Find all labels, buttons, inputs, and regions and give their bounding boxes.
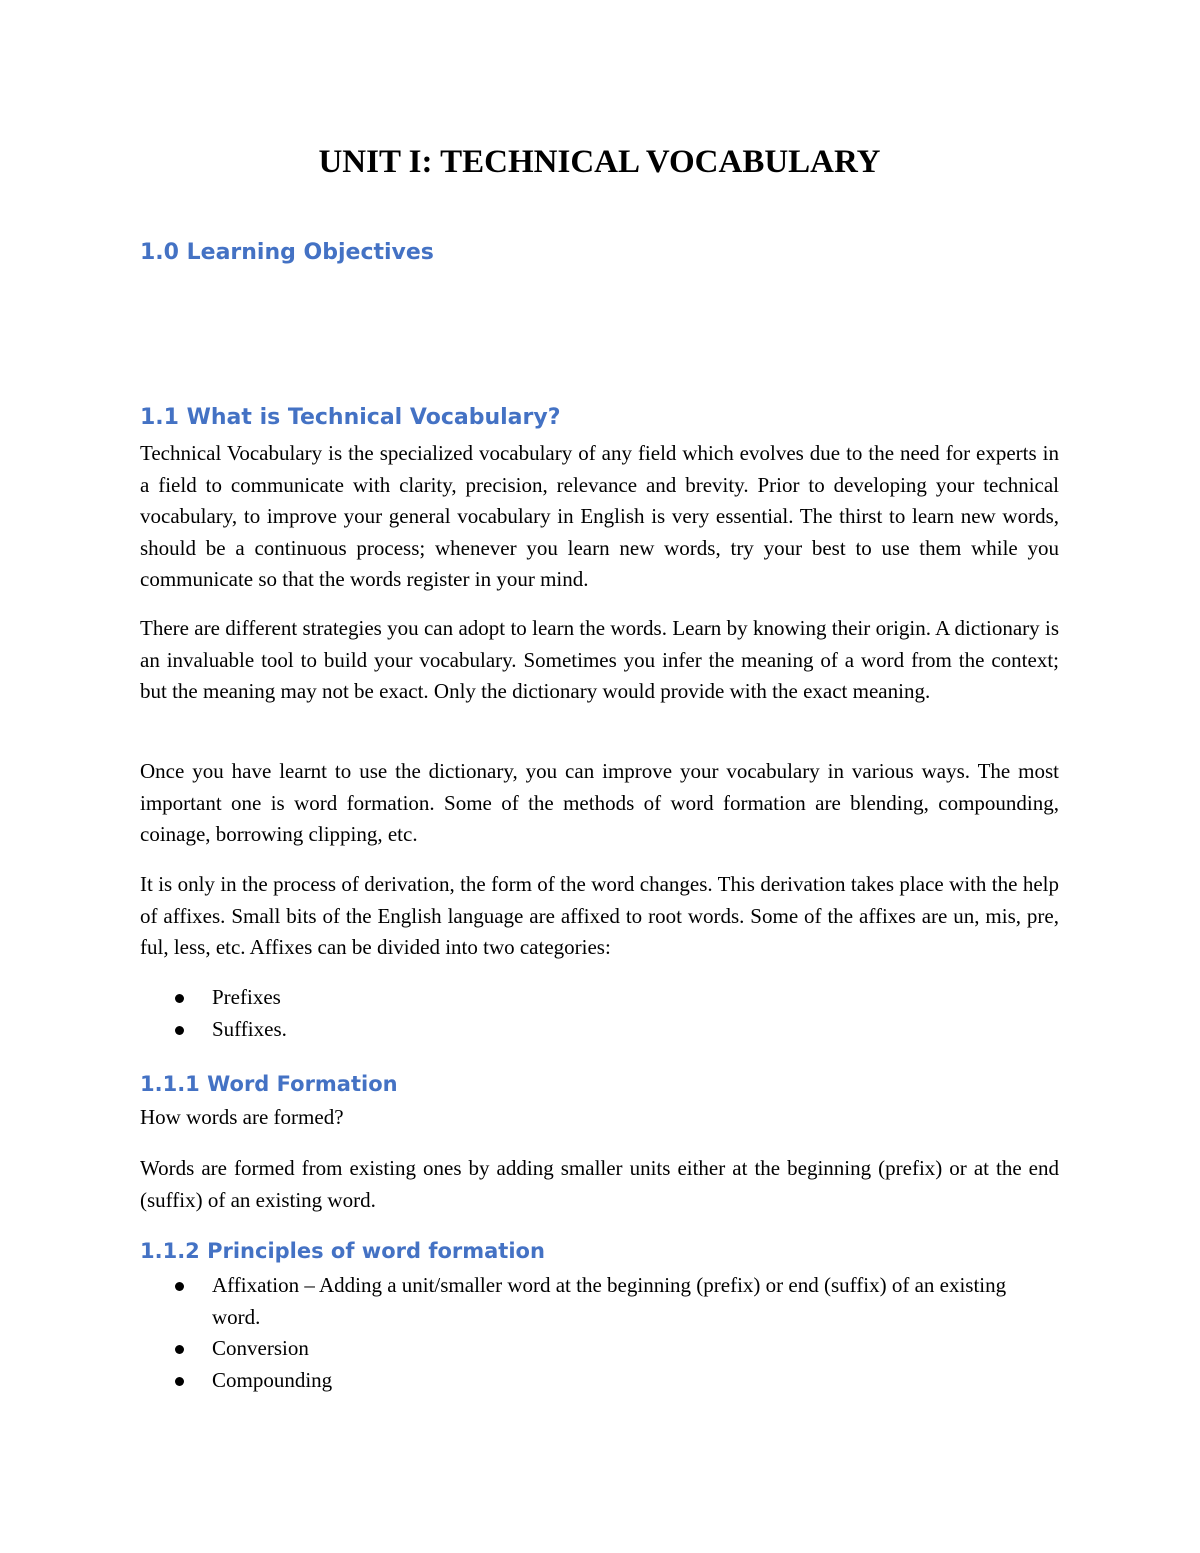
list-item: [140, 1270, 1059, 1333]
heading-learning-objectives: 1.0 Learning Objectives: [140, 240, 434, 265]
paragraph-derivation: It is only in the process of derivation, the form of the word changes. This derivation takes place with the help of affixes. Small bits of the English language are affixed to root words. Some of the affixes are un, mis, pre, ful, less, etc. Affixes can be divided into two categories:: [140, 872, 1059, 959]
list-item: [140, 1014, 1059, 1046]
bullet-icon: [175, 1282, 184, 1291]
heading-principles-word-formation: 1.1.2 Principles of word formation: [140, 1239, 545, 1263]
document-title: UNIT I: TECHNICAL VOCABULARY: [318, 144, 881, 180]
bullet-icon: [175, 1026, 184, 1035]
bullet-icon: [175, 994, 184, 1003]
list-item-label: Suffixes.: [212, 1016, 287, 1041]
principles-list: [140, 1270, 1059, 1396]
paragraph-definition: Technical Vocabulary is the specialized vocabulary of any field which evolves due to the need for experts in a field to communicate with clarity, precision, relevance and brevity. Prior to developing your technical vocabulary, to improve your general vocabulary in English is very essential. The thirst to learn new words, should be a continuous process; whenever you learn new words, try your best to use them while you communicate so that the words register in your mind.: [140, 441, 1059, 591]
paragraph-how-words-formed: How words are formed?: [140, 1105, 344, 1129]
list-item-label: Affixation – Adding a unit/smaller word at the beginning (prefix) or end (suffix) of an existing word.: [212, 1273, 1007, 1329]
heading-what-is-technical-vocabulary: 1.1 What is Technical Vocabulary?: [140, 405, 561, 430]
list-item: [140, 982, 1059, 1014]
affix-categories-list: [140, 982, 1059, 1045]
paragraph-words-formed-from: Words are formed from existing ones by adding smaller units either at the beginning (prefix) or at the end (suffix) of an existing word.: [140, 1156, 1059, 1212]
list-item-label: Conversion: [212, 1336, 309, 1360]
heading-word-formation: 1.1.1 Word Formation: [140, 1072, 398, 1096]
bullet-icon: [175, 1377, 184, 1386]
list-item-label: Compounding: [212, 1367, 333, 1392]
paragraph-strategies: There are different strategies you can adopt to learn the words. Learn by knowing their origin. A dictionary is an invaluable tool to build your vocabulary. Sometimes you infer the meaning of a word from the context; but the meaning may not be exact. Only the dictionary would provide with the exact meaning.: [140, 616, 1059, 703]
bullet-icon: [175, 1345, 184, 1354]
list-item: [140, 1365, 1059, 1397]
list-item: [140, 1333, 1059, 1365]
paragraph-dictionary-use: Once you have learnt to use the dictionary, you can improve your vocabulary in various ways. The most important one is word formation. Some of the methods of word formation are blending, compounding, coinage, borrowing clipping, etc.: [140, 759, 1059, 846]
list-item-label: Prefixes: [212, 985, 281, 1009]
